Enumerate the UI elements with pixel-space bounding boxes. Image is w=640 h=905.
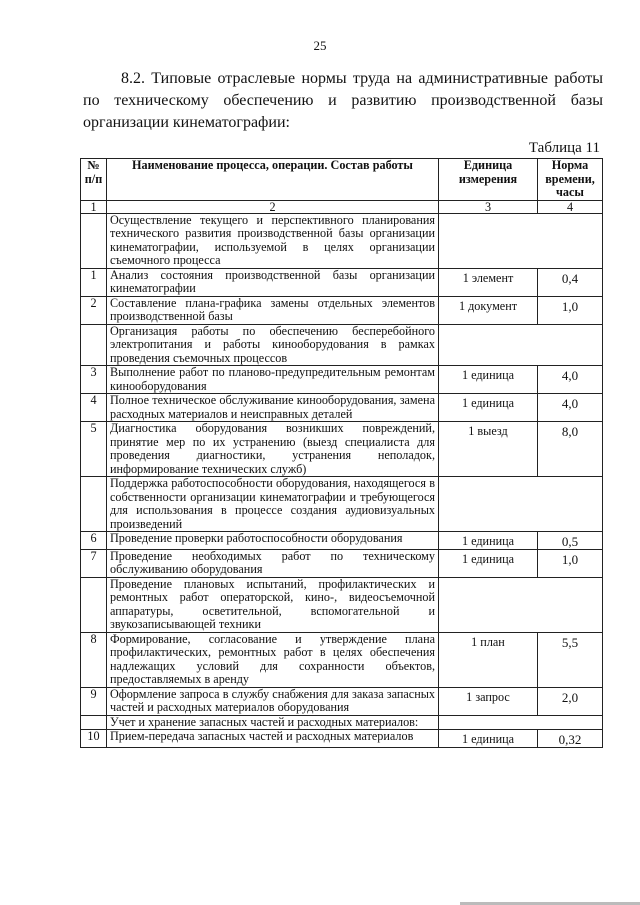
operation-description: Диагностика оборудования возникших повреждений, принятие мер по их устранению (выезд специалиста для проведения диагностики, устранения неполадок, информирование технических служб): [107, 422, 439, 477]
unit-value: 1 запрос: [466, 689, 510, 704]
operation-description: Прием-передача запасных частей и расходных материалов: [107, 730, 439, 748]
time-norm: [538, 394, 603, 422]
row-number: [81, 477, 107, 532]
header-name: Наименование процесса, операции. Состав работы: [107, 159, 439, 201]
row-number: 5: [81, 422, 107, 477]
column-number: 3: [439, 200, 538, 213]
header-unit: Единица измерения: [439, 159, 538, 201]
header-number: № п/п: [81, 159, 107, 201]
operation-description: Анализ состояния производственной базы организации кинематографии: [107, 268, 439, 296]
unit-of-measure: [439, 532, 538, 550]
unit-of-measure: [439, 296, 538, 324]
row-number: [81, 324, 107, 366]
group-heading: Организация работы по обеспечению бесперебойного электропитания и работы кинооборудования в рамках проведения съемочных процессов: [107, 324, 439, 366]
norm-value: 5,5: [561, 634, 579, 650]
group-heading-row: [81, 715, 603, 730]
table-row: [81, 730, 603, 748]
unit-value: 1 единица: [461, 396, 515, 410]
operation-description: Проведение проверки работоспособности оборудования: [107, 532, 439, 550]
row-number: 4: [81, 394, 107, 422]
unit-of-measure: [439, 730, 538, 748]
row-number: [81, 715, 107, 730]
row-number: 6: [81, 532, 107, 550]
time-norm: [538, 268, 603, 296]
unit-value: 1 элемент: [462, 270, 514, 285]
unit-of-measure: [439, 394, 538, 422]
table-row: [81, 422, 603, 477]
table-row: [81, 687, 603, 715]
group-heading: Учет и хранение запасных частей и расходных материалов:: [107, 715, 439, 730]
row-number: 2: [81, 296, 107, 324]
time-norm: [538, 632, 603, 687]
empty-cell: [439, 324, 603, 366]
time-norm: [538, 366, 603, 394]
column-number: 4: [538, 200, 603, 213]
operation-description: Выполнение работ по планово-предупредительным ремонтам кинооборудования: [107, 366, 439, 394]
row-number: 8: [81, 632, 107, 687]
row-number: 1: [81, 268, 107, 296]
norm-value: 1,0: [561, 298, 579, 314]
table-row: [81, 268, 603, 296]
labor-norms-table: [80, 158, 603, 748]
norm-value: 1,0: [561, 551, 579, 567]
operation-description: Оформление запроса в службу снабжения для заказа запасных частей и расходных материалов оборудования: [107, 687, 439, 715]
row-number: 10: [81, 730, 107, 748]
table-row: [81, 532, 603, 550]
unit-value: 1 единица: [461, 551, 515, 566]
group-heading: Осуществление текущего и перспективного планирования технического развития производственной базы организации кинематографии, используемой в целях организации съемочного процесса: [107, 213, 439, 268]
time-norm: [538, 296, 603, 324]
section-title: Типовые отраслевые нормы труда на административные работы по техническому обеспечению и развитию производственной базы организации кинематографии:: [83, 70, 604, 131]
operation-description: Проведение необходимых работ по техническому обслуживанию оборудования: [107, 549, 439, 577]
norm-value: 0,32: [558, 732, 582, 747]
section-heading: [83, 68, 603, 134]
row-number: [81, 213, 107, 268]
table-body: [81, 213, 603, 747]
group-heading: Проведение плановых испытаний, профилактических и ремонтных работ операторской, кино-, видеосъемочной аппаратуры, осветительной, вспомогательной и звукозаписывающей техники: [107, 577, 439, 632]
row-number: 9: [81, 687, 107, 715]
column-number: 2: [107, 200, 439, 213]
header-norm: Норма времени, часы: [538, 159, 603, 201]
unit-value: 1 единица: [461, 732, 515, 746]
unit-value: 1 выезд: [468, 424, 508, 438]
group-heading-row: [81, 577, 603, 632]
operation-description: Формирование, согласование и утверждение плана профилактических, ремонтных работ в целях обеспечения надлежащих условий для сохранности объектов, предоставляемых в аренду: [107, 632, 439, 687]
table-row: [81, 366, 603, 394]
table-caption: Таблица 11: [528, 140, 600, 156]
norm-value: 4,0: [561, 396, 579, 411]
empty-cell: [439, 715, 603, 730]
column-number-row: [81, 200, 603, 213]
time-norm: [538, 532, 603, 550]
column-number: 1: [81, 200, 107, 213]
unit-of-measure: [439, 366, 538, 394]
unit-value: 1 единица: [461, 368, 515, 382]
unit-of-measure: [439, 422, 538, 477]
time-norm: [538, 422, 603, 477]
section-number: 8.2.: [121, 70, 145, 87]
empty-cell: [439, 213, 603, 268]
page-number: 25: [313, 38, 327, 53]
norm-value: 4,0: [561, 368, 579, 383]
norm-value: 0,4: [561, 270, 579, 286]
unit-of-measure: [439, 687, 538, 715]
group-heading: Поддержка работоспособности оборудования, находящегося в собственности организации кинематографии и требующегося для использования в процессе создания аудиовизуальных произведений: [107, 477, 439, 532]
norm-value: 0,5: [561, 534, 579, 549]
unit-value: 1 единица: [461, 534, 515, 548]
unit-of-measure: [439, 549, 538, 577]
unit-of-measure: [439, 632, 538, 687]
row-number: 3: [81, 366, 107, 394]
group-heading-row: [81, 477, 603, 532]
group-heading-row: [81, 213, 603, 268]
time-norm: [538, 687, 603, 715]
operation-description: Полное техническое обслуживание кинооборудования, замена расходных материалов и неисправных деталей: [107, 394, 439, 422]
norm-value: 2,0: [561, 689, 579, 705]
group-heading-row: [81, 324, 603, 366]
row-number: [81, 577, 107, 632]
table-row: [81, 394, 603, 422]
time-norm: [538, 730, 603, 748]
empty-cell: [439, 577, 603, 632]
unit-of-measure: [439, 268, 538, 296]
time-norm: [538, 549, 603, 577]
unit-value: 1 документ: [458, 298, 518, 313]
operation-description: Составление плана-графика замены отдельных элементов производственной базы: [107, 296, 439, 324]
table-row: [81, 296, 603, 324]
empty-cell: [439, 477, 603, 532]
unit-value: 1 план: [471, 634, 505, 649]
norm-value: 8,0: [561, 424, 579, 439]
table-row: [81, 549, 603, 577]
table-header-row: [81, 159, 603, 201]
table-row: [81, 632, 603, 687]
row-number: 7: [81, 549, 107, 577]
